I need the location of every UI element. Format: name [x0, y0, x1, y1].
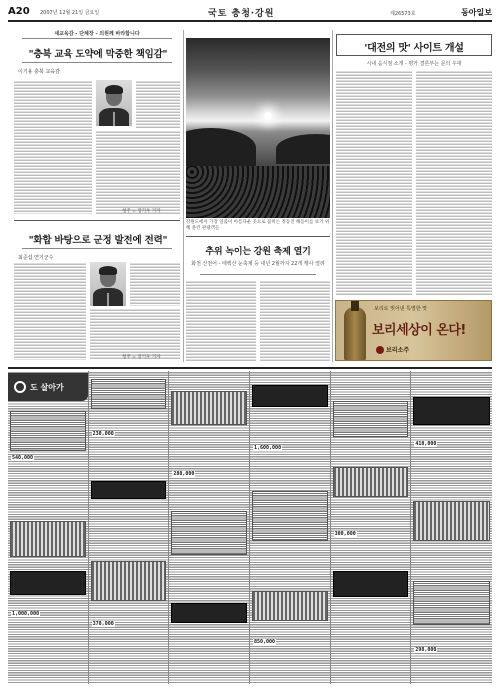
article2-signoff: 청주 = 장기우 기자 — [122, 355, 161, 360]
classified-ad[interactable] — [171, 511, 247, 555]
classified-price: 1,000,000 — [12, 611, 40, 617]
article3-body-col2 — [260, 280, 330, 362]
section-title: 국토 충청·강원 — [208, 9, 275, 19]
classified-price: 540,000 — [12, 455, 34, 461]
brand-badge-icon — [376, 346, 384, 354]
classified-ad[interactable] — [91, 481, 167, 499]
classified-price: 370,000 — [92, 621, 114, 627]
article1-headline[interactable]: "충북 교육 도약에 막중한 책임감" — [28, 49, 168, 60]
classified-ad[interactable] — [171, 603, 247, 623]
newspaper-logo[interactable]: 동아일보 — [461, 8, 492, 17]
article1-body-col1 — [14, 80, 92, 214]
ad-brand: 보리소주 — [386, 347, 410, 354]
divider — [22, 248, 172, 249]
classified-ad[interactable] — [333, 401, 409, 437]
classified-price: 300,000 — [334, 531, 356, 537]
portrait-photo — [90, 262, 126, 306]
classifieds-column — [250, 371, 331, 684]
article4-body-col2 — [416, 70, 492, 296]
classifieds-column — [8, 371, 89, 684]
column-rule — [332, 30, 333, 362]
classified-ad[interactable] — [91, 561, 167, 601]
page-number: A20 — [8, 6, 30, 17]
divider — [186, 236, 330, 237]
classified-ad[interactable] — [333, 467, 409, 497]
classifieds-section — [8, 367, 492, 684]
article2-byline: 최준섭 연기군수 — [18, 255, 54, 261]
article1-body-col2 — [96, 130, 180, 214]
classified-price: 850,000 — [253, 639, 276, 645]
classifieds-title: 도 살아가 — [30, 383, 64, 392]
article3-body-col1 — [186, 280, 256, 362]
classifieds-grid — [8, 371, 492, 684]
article3-headline[interactable]: 추위 녹이는 강원 축제 열기 — [205, 247, 311, 257]
classified-price: 280,000 — [173, 471, 195, 477]
classified-price: 1,600,000 — [253, 445, 282, 451]
photo-caption: 강원도에서 가장 일출이 아름다운 곳으로 꼽히는 정동진 해돋이를 보기 위해 몰린 관광객들 — [186, 220, 330, 231]
article4-body-col1 — [336, 70, 412, 296]
classified-ad[interactable] — [10, 411, 86, 451]
classifieds-masthead — [8, 373, 88, 401]
classified-ad[interactable] — [413, 501, 490, 541]
ad-top-line: 보리로 빚어낸 특별한 맛 — [374, 306, 428, 312]
article1-body-col2a — [136, 80, 180, 128]
page-header — [8, 6, 492, 22]
divider — [22, 62, 172, 63]
article2-body-col1 — [14, 262, 86, 360]
classifieds-column — [89, 371, 170, 684]
bottle-icon — [344, 307, 366, 361]
issue-number: 제26573호 — [390, 11, 416, 17]
classified-ad[interactable] — [252, 491, 328, 541]
divider — [14, 220, 180, 221]
ad-headline: 보리세상이 온다! — [372, 323, 466, 338]
article1-byline: 이기용 충북 교육감 — [18, 69, 60, 75]
classified-ad[interactable] — [10, 521, 86, 557]
classified-ad[interactable] — [252, 591, 328, 621]
article2-headline[interactable]: "화합 바탕으로 군정 발전에 전력" — [28, 235, 168, 246]
classifieds-column — [331, 371, 412, 684]
classifieds-column — [411, 371, 492, 684]
classified-ad[interactable] — [333, 571, 409, 597]
classified-price: 230,000 — [92, 431, 114, 437]
ring-icon — [14, 381, 26, 393]
divider — [200, 274, 316, 275]
classified-ad[interactable] — [10, 571, 86, 595]
classified-price: 410,000 — [415, 441, 437, 447]
article1-kicker: 새교육감 - 단체장 - 의원께 바라합니다 — [54, 31, 140, 37]
issue-date: 2007년 12월 21일 금요일 — [40, 10, 100, 16]
column-rule — [183, 30, 184, 362]
article4-subtitle: 시내 음식점 소개 - 평가 결론부는 문의 우대 — [366, 61, 462, 67]
classified-price: 298,000 — [415, 647, 437, 653]
article3-subtitle: 화천 산천어 - 태백산 눈축제 등 내년 2월까지 22개 행사 열려 — [191, 261, 325, 267]
article1-signoff: 청주 = 장기우 기자 — [122, 209, 161, 214]
article2-body-col2 — [90, 308, 180, 360]
portrait-photo — [96, 80, 132, 126]
sun-icon — [264, 112, 272, 120]
article2-body-col2a — [130, 262, 180, 306]
classified-ad[interactable] — [252, 385, 328, 407]
sunrise-photo — [186, 38, 330, 218]
article4-headline[interactable]: '대전의 맛' 사이트 개설 — [336, 34, 492, 56]
classified-ad[interactable] — [171, 391, 247, 425]
classified-ad[interactable] — [413, 397, 490, 425]
classified-ad[interactable] — [413, 581, 490, 625]
soju-advertisement[interactable] — [335, 300, 492, 361]
divider — [22, 38, 172, 39]
classified-ad[interactable] — [91, 379, 167, 409]
classifieds-column — [169, 371, 250, 684]
